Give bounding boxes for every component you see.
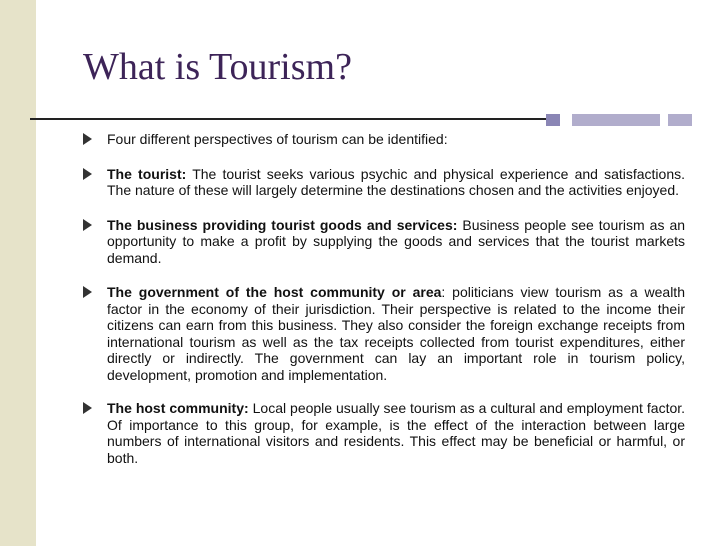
bullet-text: Local people usually see tourism as a cultural and employment factor. Of importance to this group, for example, is the effect of the interaction between large numbers of international visitors and residents. This effect may be beneficial or harmful, or both. bbox=[107, 400, 686, 466]
title-underline bbox=[30, 118, 546, 120]
bullet-government bbox=[81, 284, 685, 383]
left-decorative-band bbox=[0, 0, 36, 546]
bullet-list bbox=[81, 131, 685, 466]
bullet-text: Four different perspectives of tourism can be identified: bbox=[107, 131, 448, 147]
bullet-lead: The government of the host community or area bbox=[107, 284, 442, 300]
slide-title: What is Tourism? bbox=[83, 46, 352, 88]
bullet-triangle-icon bbox=[83, 286, 92, 298]
rule-block bbox=[572, 114, 660, 126]
bullet-business bbox=[81, 217, 685, 267]
bullet-text: : politicians view tourism as a wealth factor in the economy of their jurisdiction. Their perspective is related to the income their citizens can earn from this business. They also consider the foreign exchange receipts from international tourism as well as the tax receipts collected from tourist expenditures, either directly or indirectly. The government can lay an important role in tourism policy, development, promotion and implementation. bbox=[107, 284, 685, 383]
bullet-triangle-icon bbox=[83, 133, 92, 145]
bullet-triangle-icon bbox=[83, 402, 92, 414]
bullet-lead: The host community: bbox=[107, 400, 249, 416]
rule-block bbox=[668, 114, 692, 126]
rule-gap bbox=[560, 114, 572, 126]
bullet-triangle-icon bbox=[83, 219, 92, 231]
bullet-lead: The tourist: bbox=[107, 165, 187, 182]
bullet-lead: The business providing tourist goods and services: bbox=[107, 216, 458, 233]
bullet-triangle-icon bbox=[83, 168, 92, 180]
bullet-tourist bbox=[81, 166, 685, 199]
rule-gap bbox=[660, 114, 668, 126]
rule-block bbox=[546, 114, 560, 126]
title-rule-decoration bbox=[546, 114, 692, 126]
bullet-text: Business people see tourism as an opportunity to make a profit by supplying the goods and services that the tourist markets demand. bbox=[107, 216, 686, 266]
bullet-text: The tourist seeks various psychic and physical experience and satisfactions. The nature of these will largely determine the destinations chosen and the activities enjoyed. bbox=[107, 165, 686, 198]
bullet-host-community bbox=[81, 400, 685, 466]
bullet-intro bbox=[81, 131, 685, 148]
